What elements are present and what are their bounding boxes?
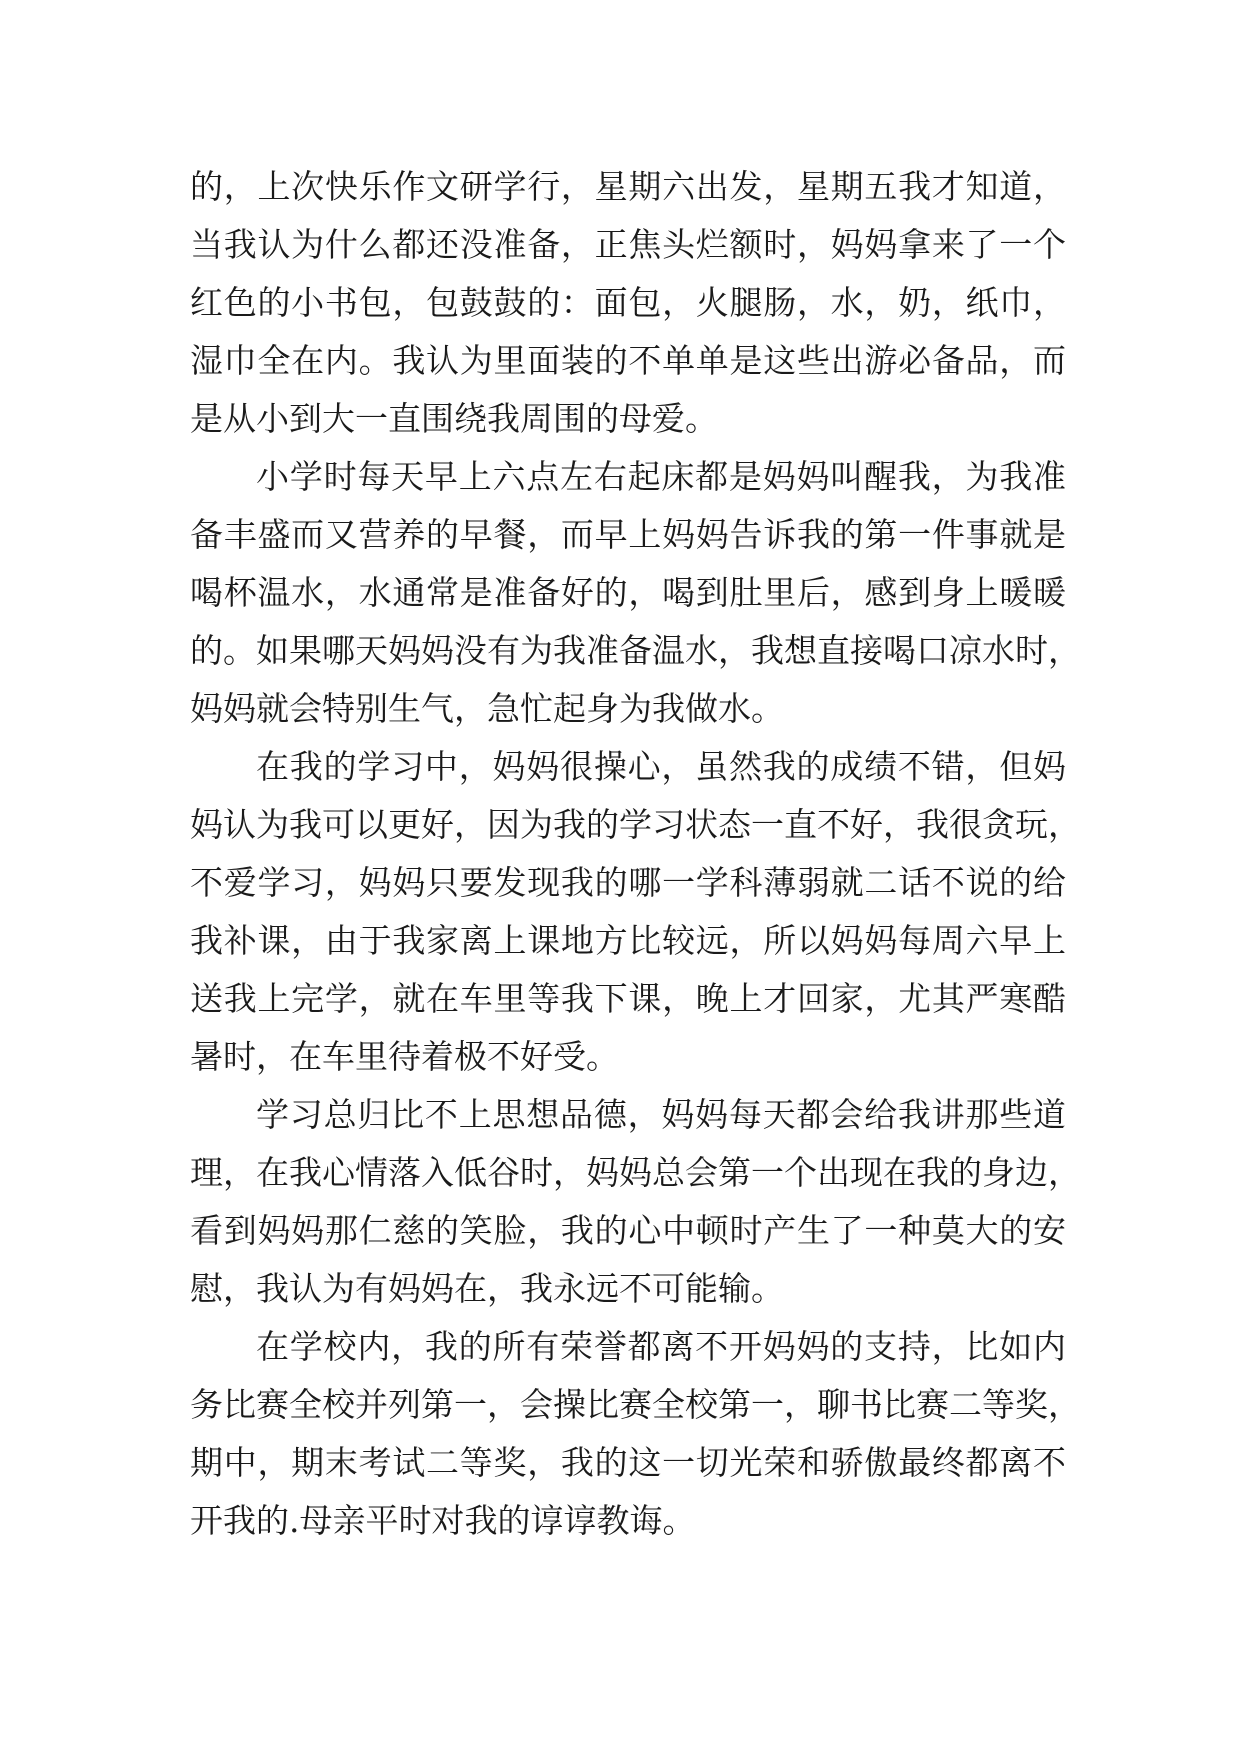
- text-line: 送我上完学，就在车里等我下课，晚上才回家，尤其严寒酷: [190, 979, 1066, 1018]
- text-line: 的，上次快乐作文研学行，星期六出发，星期五我才知道，: [190, 167, 1066, 206]
- text-line: 学习总归比不上思想品德，妈妈每天都会给我讲那些道: [256, 1095, 1066, 1134]
- text-line: 暑时，在车里待着极不好受。: [190, 1037, 619, 1076]
- text-line: 看到妈妈那仁慈的笑脸，我的心中顿时产生了一种莫大的安: [190, 1211, 1066, 1250]
- paragraph-2: [190, 448, 1081, 738]
- text-line: 开我的.母亲平时对我的谆谆教诲。: [190, 1501, 696, 1540]
- text-line: 我补课，由于我家离上课地方比较远，所以妈妈每周六早上: [190, 921, 1066, 960]
- paragraph-3: [190, 738, 1081, 1086]
- paragraph-1: [190, 158, 1066, 448]
- document-body: [190, 158, 1081, 1550]
- text-line: 妈妈就会特别生气，急忙起身为我做水。: [190, 689, 784, 728]
- text-line: 红色的小书包，包鼓鼓的：面包，火腿肠，水，奶，纸巾，: [190, 283, 1066, 322]
- text-line: 理，在我心情落入低谷时，妈妈总会第一个出现在我的身边，: [190, 1153, 1081, 1192]
- text-line: 在学校内，我的所有荣誉都离不开妈妈的支持，比如内: [256, 1327, 1066, 1366]
- text-line: 小学时每天早上六点左右起床都是妈妈叫醒我，为我准: [256, 457, 1066, 496]
- text-line: 务比赛全校并列第一，会操比赛全校第一，聊书比赛二等奖，: [190, 1385, 1081, 1424]
- text-line: 喝杯温水，水通常是准备好的，喝到肚里后，感到身上暖暖: [190, 573, 1066, 612]
- paragraph-5: [190, 1318, 1081, 1550]
- text-line: 期中，期末考试二等奖，我的这一切光荣和骄傲最终都离不: [190, 1443, 1066, 1482]
- paragraph-4: [190, 1086, 1081, 1318]
- text-line: 当我认为什么都还没准备，正焦头烂额时，妈妈拿来了一个: [190, 225, 1066, 264]
- text-line: 妈认为我可以更好，因为我的学习状态一直不好，我很贪玩，: [190, 805, 1081, 844]
- text-line: 备丰盛而又营养的早餐，而早上妈妈告诉我的第一件事就是: [190, 515, 1066, 554]
- text-line: 慰，我认为有妈妈在，我永远不可能输。: [190, 1269, 784, 1308]
- text-line: 是从小到大一直围绕我周围的母爱。: [190, 399, 718, 438]
- text-line: 在我的学习中，妈妈很操心，虽然我的成绩不错，但妈: [256, 747, 1066, 786]
- text-line: 湿巾全在内。我认为里面装的不单单是这些出游必备品，而: [190, 341, 1066, 380]
- text-line: 不爱学习，妈妈只要发现我的哪一学科薄弱就二话不说的给: [190, 863, 1066, 902]
- text-line: 的。如果哪天妈妈没有为我准备温水，我想直接喝口凉水时，: [190, 631, 1081, 670]
